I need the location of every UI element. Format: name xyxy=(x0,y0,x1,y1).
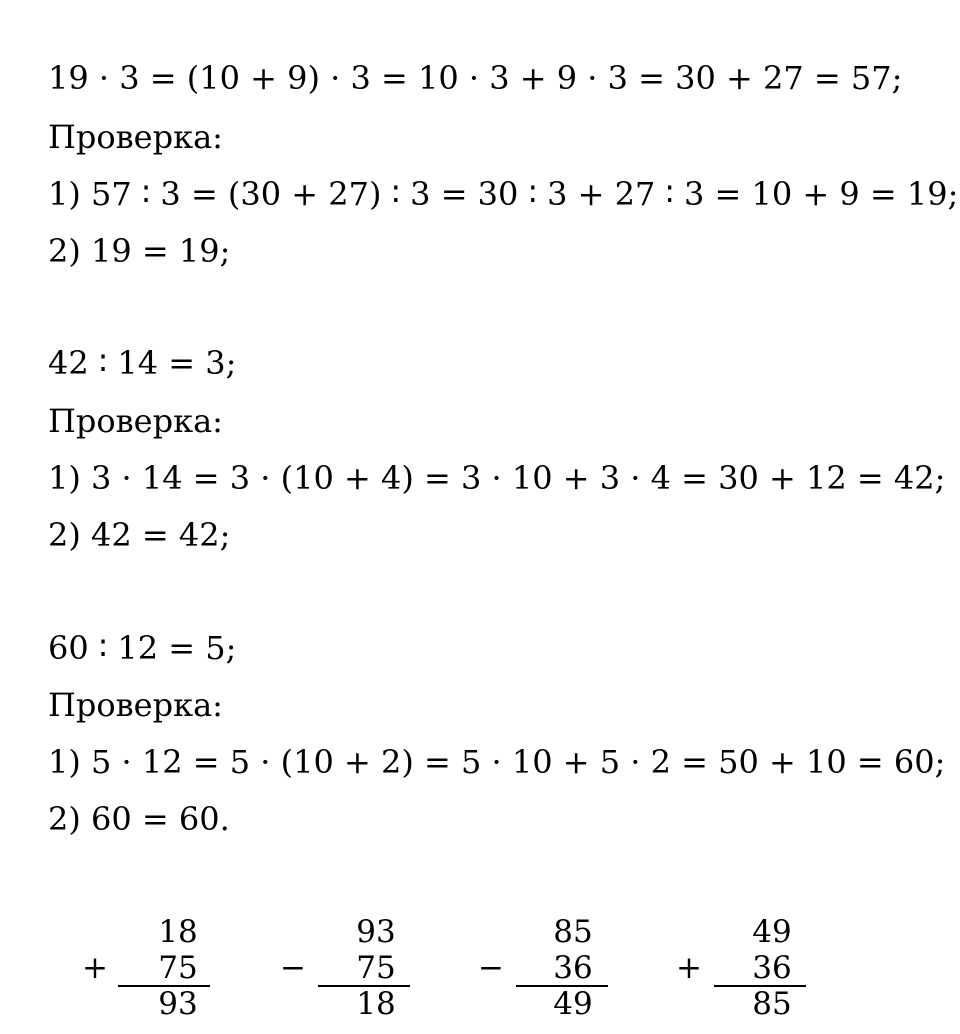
check-step-1: 1) 5 · 12 = 5 · (10 + 2) = 5 · 10 + 5 · 2 = 50 + 10 = 60; xyxy=(48,743,946,781)
column-bottom-number: 36 xyxy=(752,950,792,986)
column-bottom-number: 75 xyxy=(356,950,396,986)
check-step-2: 2) 19 = 19; xyxy=(48,232,231,270)
equation-line: 60 ∶ 12 = 5; xyxy=(48,629,237,667)
column-result: 49 xyxy=(553,986,593,1022)
column-result: 85 xyxy=(752,986,792,1022)
equation-line: 42 ∶ 14 = 3; xyxy=(48,344,237,382)
column-top-number: 85 xyxy=(553,914,593,950)
column-bottom-number: 36 xyxy=(553,950,593,986)
column-result: 18 xyxy=(356,986,396,1022)
column-top-number: 49 xyxy=(752,914,792,950)
column-operator: + xyxy=(82,950,108,986)
check-heading: Проверка: xyxy=(48,402,223,440)
check-step-2: 2) 42 = 42; xyxy=(48,516,231,554)
column-top-number: 93 xyxy=(356,914,396,950)
column-top-number: 18 xyxy=(158,914,198,950)
check-heading: Проверка: xyxy=(48,686,223,724)
check-heading: Проверка: xyxy=(48,118,223,156)
equation-line: 19 · 3 = (10 + 9) · 3 = 10 · 3 + 9 · 3 = 30 + 27 = 57; xyxy=(48,59,903,97)
check-step-2: 2) 60 = 60. xyxy=(48,800,230,838)
check-step-1: 1) 57 ∶ 3 = (30 + 27) ∶ 3 = 30 ∶ 3 + 27 ∶ 3 = 10 + 9 = 19; xyxy=(48,175,959,213)
column-operator: − xyxy=(280,950,306,986)
column-result: 93 xyxy=(158,986,198,1022)
column-bottom-number: 75 xyxy=(158,950,198,986)
column-operator: − xyxy=(478,950,504,986)
check-step-1: 1) 3 · 14 = 3 · (10 + 4) = 3 · 10 + 3 · 4 = 30 + 12 = 42; xyxy=(48,459,946,497)
column-operator: + xyxy=(676,950,702,986)
